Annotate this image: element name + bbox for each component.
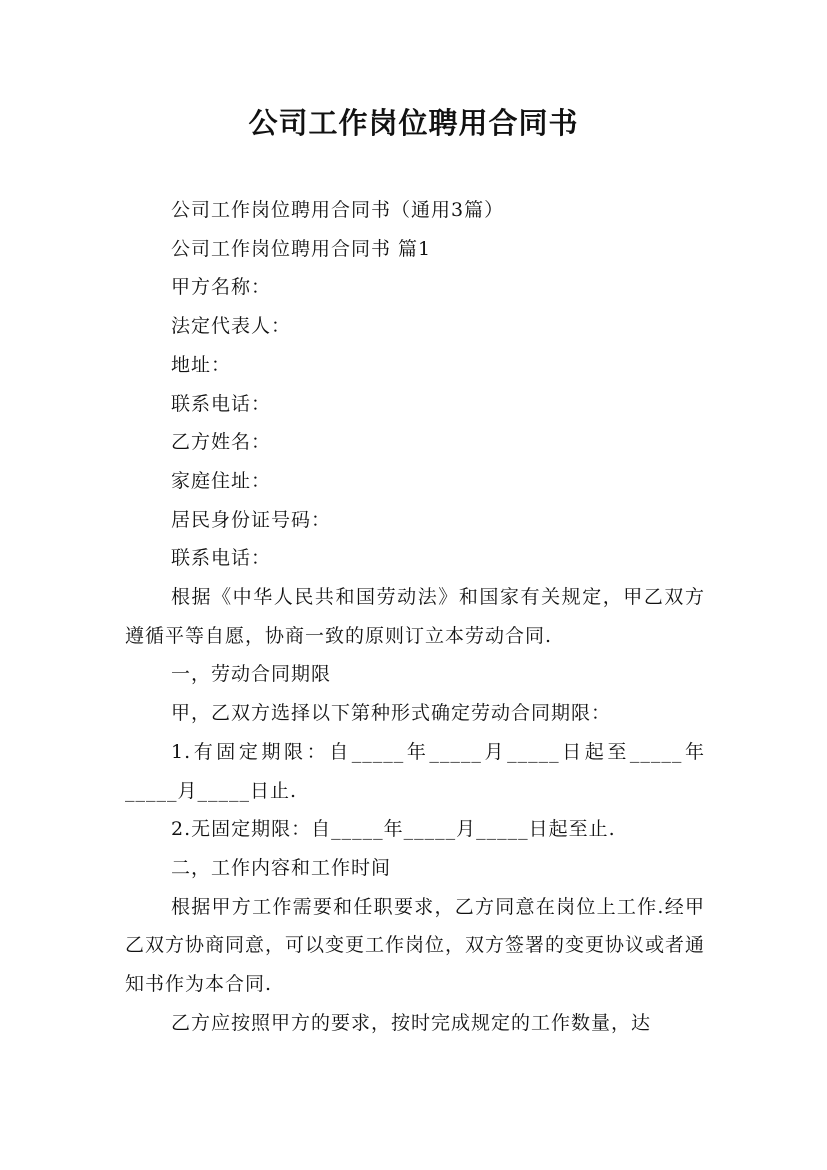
paragraph-legal-basis: 根据《中华人民共和国劳动法》和国家有关规定，甲乙双方遵循平等自愿，协商一致的原则订立本劳动合同. (125, 586, 705, 647)
field-id-number: 居民身份证号码： (171, 508, 332, 531)
field-party-b-name: 乙方姓名： (171, 431, 272, 454)
paragraph-fixed-term: 1.有固定期限：自_____年_____月_____日起至_____年_____月_____日止. (125, 740, 705, 802)
field-address: 地址： (171, 353, 232, 376)
field-party-a-phone: 联系电话： (171, 392, 272, 415)
paragraph-work-position: 根据甲方工作需要和任职要求，乙方同意在岗位上工作.经甲乙双方协商同意，可以变更工作岗位，双方签署的变更协议或者通知书作为本合同. (125, 895, 706, 996)
field-legal-representative: 法定代表人： (171, 315, 292, 338)
paragraph-open-term: 2.无固定期限：自_____年_____月_____日起至止. (171, 818, 616, 841)
field-party-b-phone: 联系电话： (171, 547, 272, 570)
field-party-a-name: 甲方名称： (171, 276, 272, 299)
heading-contract-term: 一，劳动合同期限 (171, 663, 332, 686)
heading-work-content: 二，工作内容和工作时间 (171, 856, 392, 879)
document-body (125, 191, 705, 1042)
paragraph-subtitle: 公司工作岗位聘用合同书（通用3篇） (171, 199, 505, 221)
paragraph-work-requirements: 乙方应按照甲方的要求，按时完成规定的工作数量，达 (171, 1011, 652, 1034)
paragraph-section-heading: 公司工作岗位聘用合同书 篇1 (171, 237, 432, 260)
paragraph-term-choice: 甲，乙双方选择以下第种形式确定劳动合同期限： (171, 702, 612, 725)
document-title: 公司工作岗位聘用合同书 (248, 106, 579, 140)
field-home-address: 家庭住址： (171, 469, 272, 492)
